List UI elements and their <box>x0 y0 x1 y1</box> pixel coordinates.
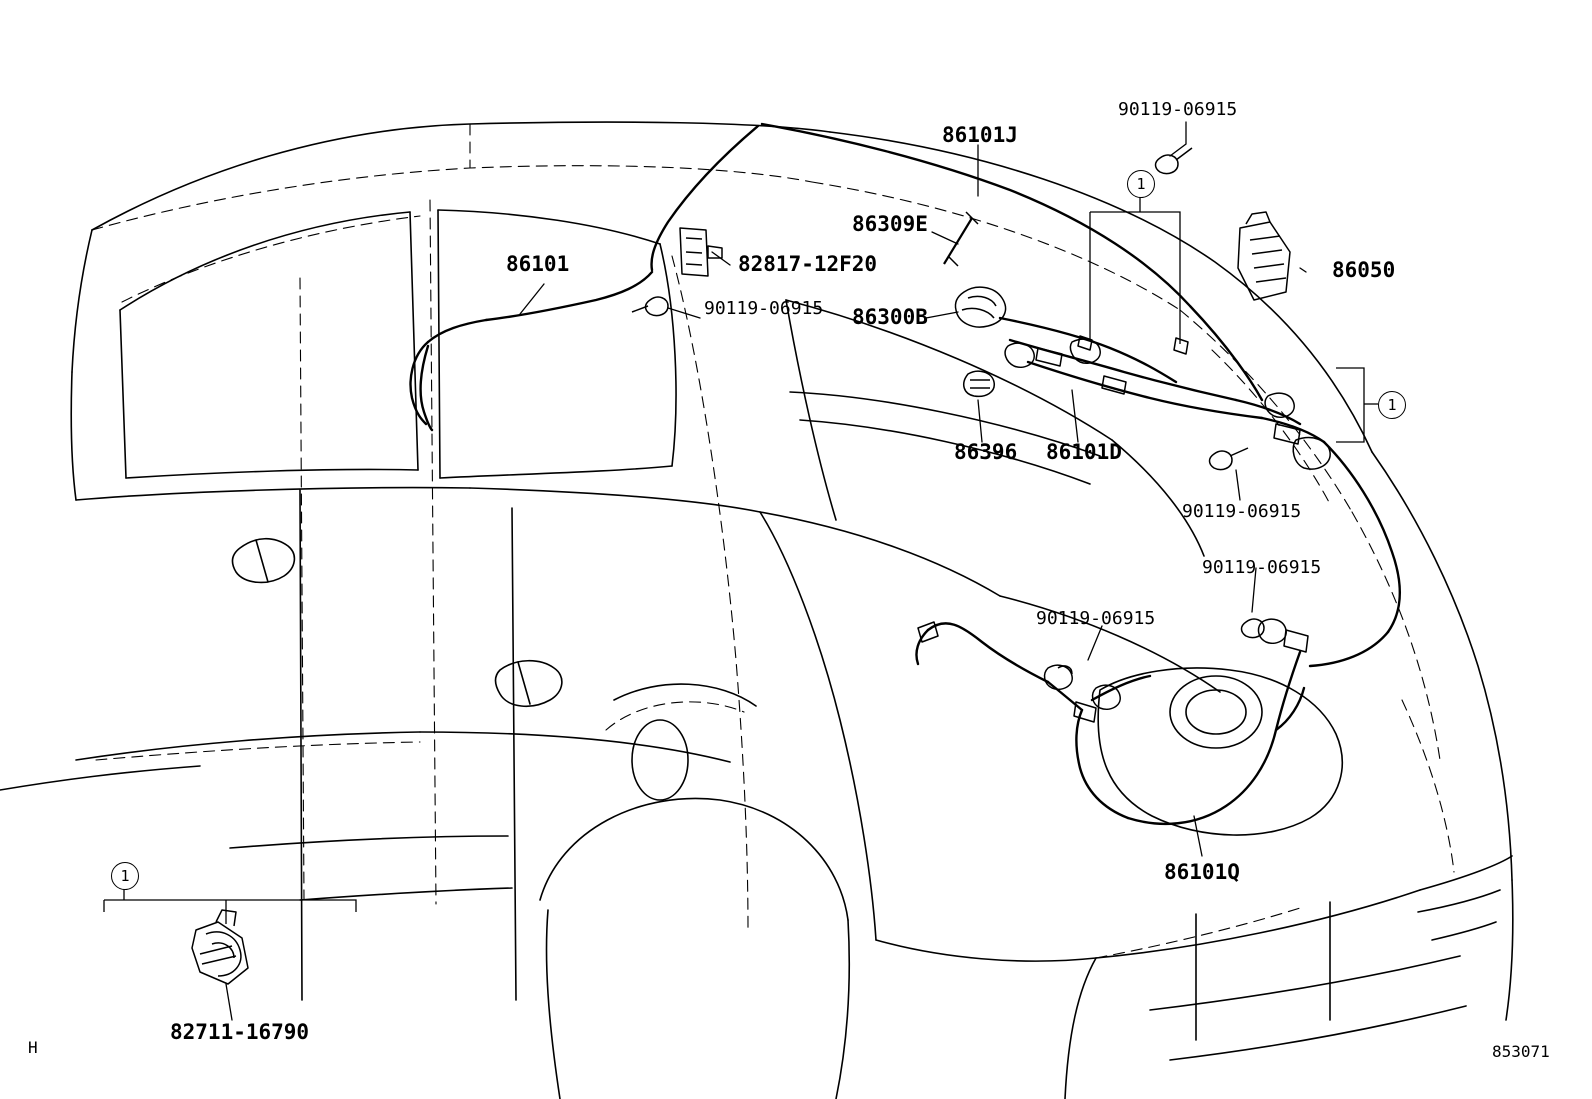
label-82817-12F20: 82817-12F20 <box>738 252 878 276</box>
part-86309E-base <box>948 256 958 266</box>
roof-hidden-1 <box>92 166 812 230</box>
rear-door-handle-line <box>518 662 530 704</box>
front-door-handle-line <box>256 540 268 582</box>
bracket-right <box>1336 368 1364 442</box>
clip-82817-detail1 <box>686 238 702 239</box>
part-86396 <box>964 371 995 396</box>
rear-window-bottom <box>440 466 672 478</box>
connector-a <box>1005 343 1034 367</box>
harness-86101-upper <box>486 272 652 320</box>
label-90119-06915-top: 90119-06915 <box>1118 99 1238 120</box>
sheet-corner-mark: H <box>28 1038 38 1057</box>
rear-pillar-outline <box>1372 452 1512 880</box>
c-pillar-hidden <box>672 256 748 930</box>
connector-c <box>1070 339 1100 363</box>
rocker-front <box>76 732 420 760</box>
leader-86300B <box>926 312 958 318</box>
clip-82817-detail3 <box>686 264 702 265</box>
label-86309E: 86309E <box>852 212 928 236</box>
beltline-front <box>76 488 470 500</box>
harness-into-hatch <box>1310 632 1388 666</box>
connector-b <box>1036 348 1062 366</box>
rear-hidden-4 <box>1402 700 1454 872</box>
roof-rear-edge <box>830 132 1372 452</box>
part-86300B-d2 <box>962 308 994 318</box>
part-82711-body <box>192 922 248 984</box>
part-86050-d2 <box>1252 250 1282 254</box>
part-86300B <box>955 287 1005 327</box>
clip-82817-detail2 <box>686 252 702 253</box>
label-90119-06915-lower-right: 90119-06915 <box>1202 557 1322 578</box>
label-86101Q: 86101Q <box>1164 860 1240 884</box>
callout-circle-1-top: 1 <box>1127 170 1155 198</box>
label-86101: 86101 <box>506 252 570 276</box>
body-crease <box>614 684 756 706</box>
front-window-front-edge <box>120 310 126 478</box>
harness-86101J-branch <box>652 126 758 270</box>
sill-line <box>300 888 512 900</box>
bumper-hidden <box>1096 908 1300 958</box>
label-86101D: 86101D <box>1046 440 1122 464</box>
front-window-top <box>120 212 410 310</box>
leader-86101Q <box>1194 816 1202 856</box>
harness-86101Q-d <box>928 623 1048 682</box>
leader-90119-mid-right <box>1236 470 1240 500</box>
callout-circle-1-right: 1 <box>1378 391 1406 419</box>
cowl <box>71 372 76 500</box>
wheel-arch-lower-left <box>547 910 561 1099</box>
callout-circle-1-legend: 1 <box>111 862 139 890</box>
part-82711-d4 <box>202 956 236 964</box>
label-86101J: 86101J <box>942 123 1018 147</box>
bumper-upper-seam <box>1096 890 1420 958</box>
harness-86101-mid <box>428 320 486 342</box>
a-pillar <box>72 230 92 372</box>
harness-86101-loop-b <box>421 346 432 430</box>
rear-lower-seam <box>876 940 1096 961</box>
rear-hidden-3 <box>1212 350 1330 504</box>
rear-window-rear <box>660 244 676 466</box>
roof-hidden-2 <box>812 182 1180 310</box>
label-90119-06915-mid-right: 90119-06915 <box>1182 501 1302 522</box>
part-86050-d1 <box>1250 236 1280 240</box>
bolt-lower-right <box>1242 619 1265 637</box>
bumper-detail-2 <box>1432 922 1496 940</box>
leader-82711 <box>226 984 232 1020</box>
harness-86101Q-b <box>1076 710 1128 818</box>
part-82711-d3 <box>200 946 232 954</box>
part-86050-d4 <box>1256 278 1286 282</box>
rear-window-front <box>438 210 440 478</box>
legend-bracket <box>104 900 356 912</box>
fuel-lid-inner <box>1186 690 1246 734</box>
part-86050-body <box>1238 222 1290 300</box>
rear-glass-top <box>786 300 1112 440</box>
connector-hatch-f <box>918 622 938 642</box>
part-86309E-tip <box>966 212 978 224</box>
bolt-left <box>646 297 669 315</box>
c-pillar-seam <box>760 512 876 940</box>
rear-window-top <box>438 210 660 244</box>
window-hidden <box>122 216 420 302</box>
bolt-mid-right <box>1210 451 1233 469</box>
part-86050-d3 <box>1254 264 1284 268</box>
label-82711-16790: 82711-16790 <box>170 1020 310 1044</box>
bumper-edge <box>1420 856 1512 890</box>
label-86396: 86396 <box>954 440 1018 464</box>
label-90119-06915-left: 90119-06915 <box>704 298 824 319</box>
connector-hatch-a <box>1045 665 1073 689</box>
figure-code: 853071 <box>1492 1042 1550 1061</box>
label-86050: 86050 <box>1332 258 1396 282</box>
leader-86101 <box>520 284 544 314</box>
harness-86101Q-end <box>916 630 928 664</box>
label-90119-06915-lower-mid: 90119-06915 <box>1036 608 1156 629</box>
part-86300B-d1 <box>968 296 996 306</box>
front-door-handle <box>233 539 295 583</box>
leader-90119-lower-mid <box>1088 626 1102 660</box>
bolt-top <box>1156 155 1179 173</box>
rear-door-hidden <box>430 200 436 904</box>
rear-bumper-left-edge <box>1065 958 1096 1099</box>
front-window-rear-edge <box>410 212 418 470</box>
rear-hidden-1 <box>1180 310 1352 512</box>
rear-glass-rear <box>1112 440 1204 556</box>
label-86300B: 86300B <box>852 305 928 329</box>
lower-trim <box>0 766 200 790</box>
rear-hidden-2 <box>1352 512 1440 760</box>
body-emboss <box>632 720 688 800</box>
bumper-detail <box>1418 890 1500 912</box>
leader-90119-top <box>1170 122 1186 156</box>
leader-86050 <box>1300 268 1306 272</box>
harness-86101Q-c <box>1048 682 1082 710</box>
rear-glass-front <box>786 300 836 520</box>
fuel-lid-outer <box>1170 676 1262 748</box>
roof-front-edge <box>92 122 830 230</box>
rear-door-shut <box>512 508 516 1000</box>
side-crease <box>230 836 508 848</box>
connector-hatch-d <box>1284 630 1308 652</box>
front-wheel-arch <box>540 798 848 920</box>
bolt-mid-right-shank <box>1230 448 1248 456</box>
harness-down-pillar <box>1324 442 1400 632</box>
clip-roof-2 <box>1174 338 1188 354</box>
wheel-arch-lower-right <box>836 920 849 1099</box>
rear-bumper-edge <box>1506 880 1513 1020</box>
harness-86101Q-a <box>1128 652 1300 824</box>
bumper-line-2 <box>1170 1006 1466 1060</box>
clip-82817-tab <box>708 246 722 258</box>
part-82711-d1 <box>206 932 241 976</box>
leader-86309E <box>932 232 958 244</box>
front-window-bottom <box>126 469 418 478</box>
